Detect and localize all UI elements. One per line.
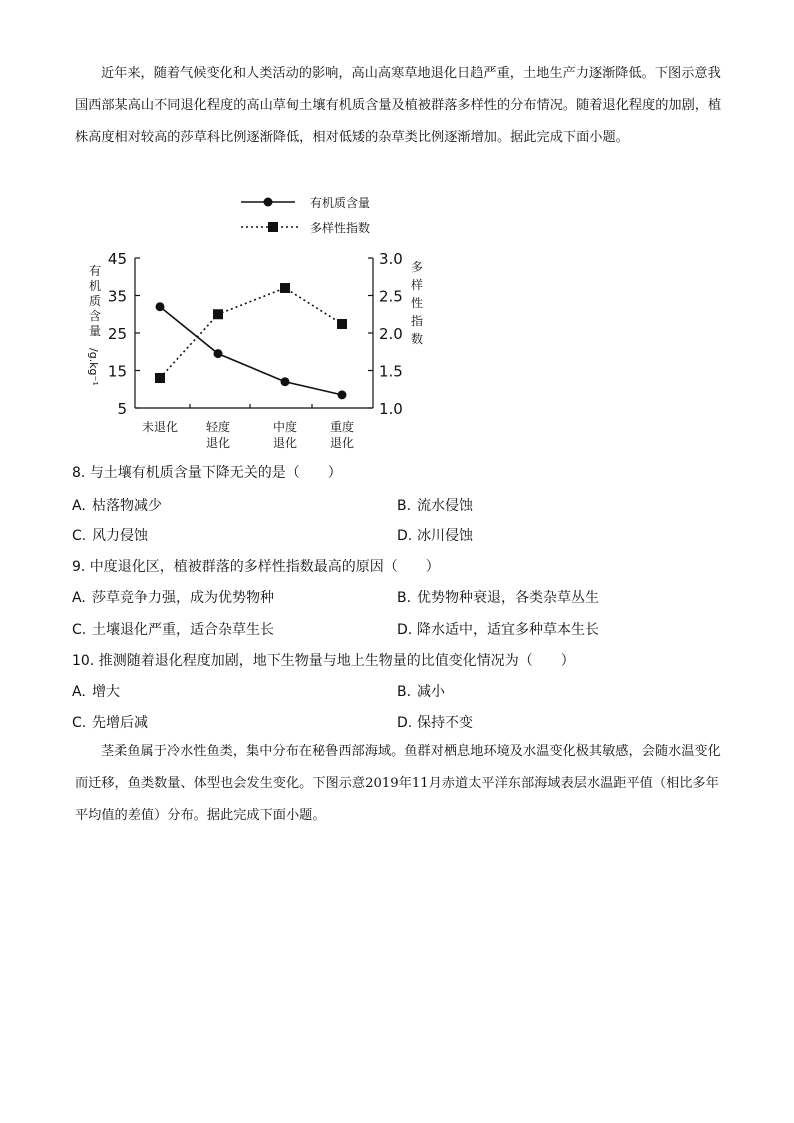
q10-option-b[interactable] — [397, 681, 445, 701]
right-tick-label: 2.0 — [379, 325, 403, 343]
right-tick-label: 2.5 — [379, 287, 403, 306]
left-tick-label: 15 — [107, 362, 127, 381]
intro-text-1: 近年来，随着气候变化和人类活动的影响，高山高寒草地退化日趋严重，土地生产力逐渐降低。下图示意我国西部某高山不同退化程度的高山草甸土壤有机质含量及植被群落多样性的分布情况。随着退化程度的加剧，植株高度相对较高的莎草科比例逐渐降低，相对低矮的杂草类比例逐渐增加。据此完成下面小题。 — [75, 66, 722, 145]
question-10-stem: 10. 推测随着退化程度加剧，地下生物量与地上生物量的比值变化情况为（ ） — [72, 653, 575, 669]
option-text: 莎草竞争力强，成为优势物种 — [92, 590, 274, 606]
option-text: 增大 — [92, 684, 120, 700]
x-tick-label: 退化 — [329, 436, 355, 450]
q10-option-c[interactable] — [72, 712, 148, 732]
option-text: 保持不变 — [417, 715, 473, 731]
organic-matter-line — [160, 307, 342, 395]
left-tick-label: 45 — [107, 250, 127, 268]
left-axis-label-char: 含 — [88, 309, 102, 323]
q9-option-c[interactable] — [72, 619, 274, 639]
option-text: 优势物种衰退，各类杂草丛生 — [417, 590, 599, 606]
right-axis-label — [411, 260, 423, 346]
option-text: 先增后减 — [92, 715, 148, 731]
option-text: 冰川侵蚀 — [417, 528, 473, 544]
diversity-index-point — [213, 309, 223, 319]
option-letter: B. — [397, 684, 412, 700]
x-tick-label: 重度 — [329, 420, 355, 434]
option-letter: C. — [72, 715, 87, 731]
plot-frame — [135, 258, 373, 408]
option-letter: D. — [397, 715, 413, 731]
q8-option-d[interactable] — [397, 525, 473, 545]
intro-paragraph-1 — [75, 58, 725, 154]
left-tick-label: 35 — [107, 287, 127, 306]
chart-legend — [241, 195, 370, 235]
option-text: 流水侵蚀 — [417, 498, 473, 514]
q9-option-a[interactable] — [72, 587, 274, 607]
x-tick-label: 轻度 — [205, 420, 231, 434]
option-text: 风力侵蚀 — [92, 528, 148, 544]
option-letter: D. — [397, 622, 413, 638]
x-axis-ticks — [142, 404, 354, 450]
x-tick-label: 未退化 — [141, 420, 179, 434]
q10-option-a[interactable] — [72, 681, 120, 701]
question-9-stem: 9. 中度退化区，植被群落的多样性指数最高的原因（ ） — [72, 559, 440, 575]
right-axis-label-char: 指 — [410, 314, 424, 328]
legend-label-organic: 有机质含量 — [310, 196, 371, 210]
right-axis-label-char: 多 — [410, 260, 424, 274]
right-axis-label-char: 数 — [410, 332, 424, 346]
q8-option-b[interactable] — [397, 495, 473, 515]
option-text: 枯落物减少 — [92, 498, 162, 514]
legend-label-diversity: 多样性指数 — [310, 221, 371, 235]
x-tick-label: 退化 — [205, 436, 231, 450]
option-letter: C. — [72, 622, 87, 638]
option-letter: B. — [397, 590, 412, 606]
x-tick-label: 退化 — [272, 436, 298, 450]
organic-matter-point — [214, 349, 223, 358]
option-letter: A. — [72, 590, 86, 606]
option-letter: A. — [72, 684, 86, 700]
q8-option-c[interactable] — [72, 525, 148, 545]
left-axis-label-char: 有 — [88, 264, 102, 278]
diversity-index-point — [280, 283, 290, 293]
organic-matter-point — [338, 390, 347, 399]
left-tick-label: 25 — [107, 325, 127, 343]
left-axis-label-char: 质 — [88, 294, 102, 308]
intro-paragraph-2 — [75, 736, 725, 832]
left-axis-label — [87, 264, 101, 386]
right-axis-label-char: 样 — [410, 278, 424, 292]
q9-option-b[interactable] — [397, 587, 599, 607]
right-tick-label: 1.0 — [379, 400, 403, 418]
left-axis-label-unit: /g.kg⁻¹ — [87, 348, 100, 386]
right-tick-label: 3.0 — [379, 250, 403, 268]
option-text: 减小 — [417, 684, 445, 700]
organic-matter-point — [281, 377, 290, 386]
left-axis-label-char: 量 — [88, 324, 102, 338]
organic-matter-diversity-chart — [60, 185, 460, 460]
organic-matter-point — [156, 302, 165, 311]
q8-option-a[interactable] — [72, 495, 162, 515]
left-tick-label: 5 — [117, 400, 127, 418]
option-text: 降水适中，适宜多种草本生长 — [417, 622, 599, 638]
right-axis-label-char: 性 — [410, 296, 424, 310]
option-letter: B. — [397, 498, 412, 514]
intro-text-2: 茎柔鱼属于冷水性鱼类，集中分布在秘鲁西部海域。鱼群对栖息地环境及水温变化极其敏感，会随水温变化而迁移，鱼类数量、体型也会发生变化。下图示意2019年11月赤道太平洋东部海域表层水温距平值（相比多年平均值的差值）分布。据此完成下面小题。 — [75, 744, 721, 823]
diversity-index-point — [337, 319, 347, 329]
option-letter: A. — [72, 498, 86, 514]
question-8-stem: 8. 与土壤有机质含量下降无关的是（ ） — [72, 465, 342, 481]
q10-option-d[interactable] — [397, 712, 473, 732]
diversity-index-point — [155, 373, 165, 383]
q9-option-d[interactable] — [397, 619, 599, 639]
series-layer — [155, 283, 347, 399]
option-letter: C. — [72, 528, 87, 544]
option-letter: D. — [397, 528, 413, 544]
left-axis-label-char: 机 — [88, 279, 102, 293]
option-text: 土壤退化严重，适合杂草生长 — [92, 622, 274, 638]
x-tick-label: 中度 — [272, 420, 298, 434]
diversity-index-line — [160, 288, 342, 378]
right-tick-label: 1.5 — [379, 362, 403, 381]
